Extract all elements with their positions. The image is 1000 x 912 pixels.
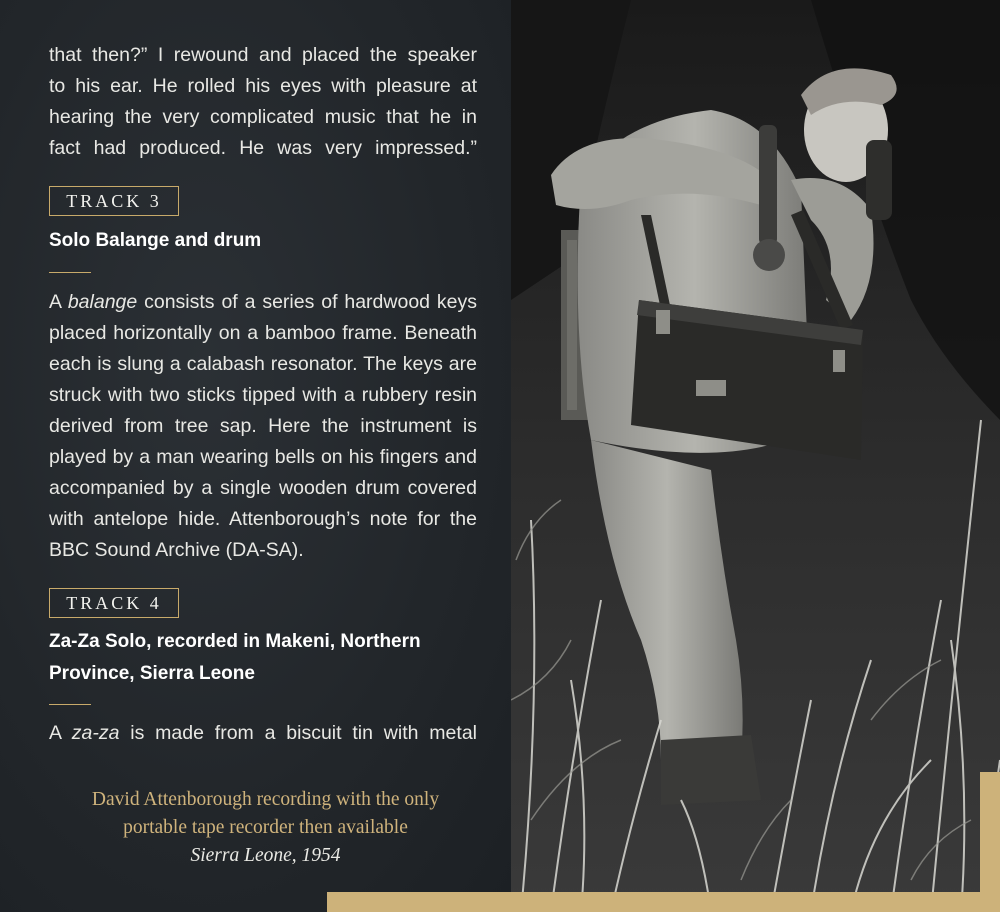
track-4-label: TRACK 4 [49,588,179,618]
track-3-text-line: each is slung a calabash resonator. The keys are [49,353,477,375]
caption-line: portable tape recorder then available [123,817,408,838]
gold-accent-edge [980,772,1000,912]
track-3-text-line: played by a man wearing bells on his fingers and [49,446,477,468]
photograph [511,0,1000,912]
caption-line: David Attenborough recording with the only [91,789,440,810]
track-3-text-line: BBC Sound Archive (DA-SA). [49,539,304,561]
track-3-text-line: with antelope hide. Attenborough’s note for the [49,508,477,530]
divider-rule [49,272,91,273]
gold-accent-bar [327,892,1000,912]
track-3-text-line: derived from tree sap. Here the instrument is [49,415,477,437]
caption-place: Sierra Leone, 1954 [190,845,341,866]
intro-line: fact had produced. He was very impressed.” [49,137,477,159]
track-3-text-line: placed horizontally on a bamboo frame. Beneath [49,322,477,344]
track-3-text-line: struck with two sticks tipped with a rubbery resin [49,384,477,406]
track-3-text-line: accompanied by a single wooden drum covered [49,477,477,499]
divider-rule [49,704,91,705]
intro-line: that then?” I rewound and placed the speaker [49,44,477,66]
track-3-text-line: A balange consists of a series of hardwood keys [49,291,477,313]
photo-caption [20,786,511,870]
track-4-title-line: Province, Sierra Leone [49,663,255,684]
track-4-text-line: A za-za is made from a biscuit tin with metal [49,722,477,744]
recording-photo-illustration [511,0,1000,912]
track-3-label: TRACK 3 [49,186,179,216]
intro-line: to his ear. He rolled his eyes with pleasure at [49,75,477,97]
intro-line: hearing the very complicated music that he in [49,106,477,128]
track-3-title: Solo Balange and drum [49,230,262,251]
track-4-title-line: Za-Za Solo, recorded in Makeni, Northern [49,631,421,652]
